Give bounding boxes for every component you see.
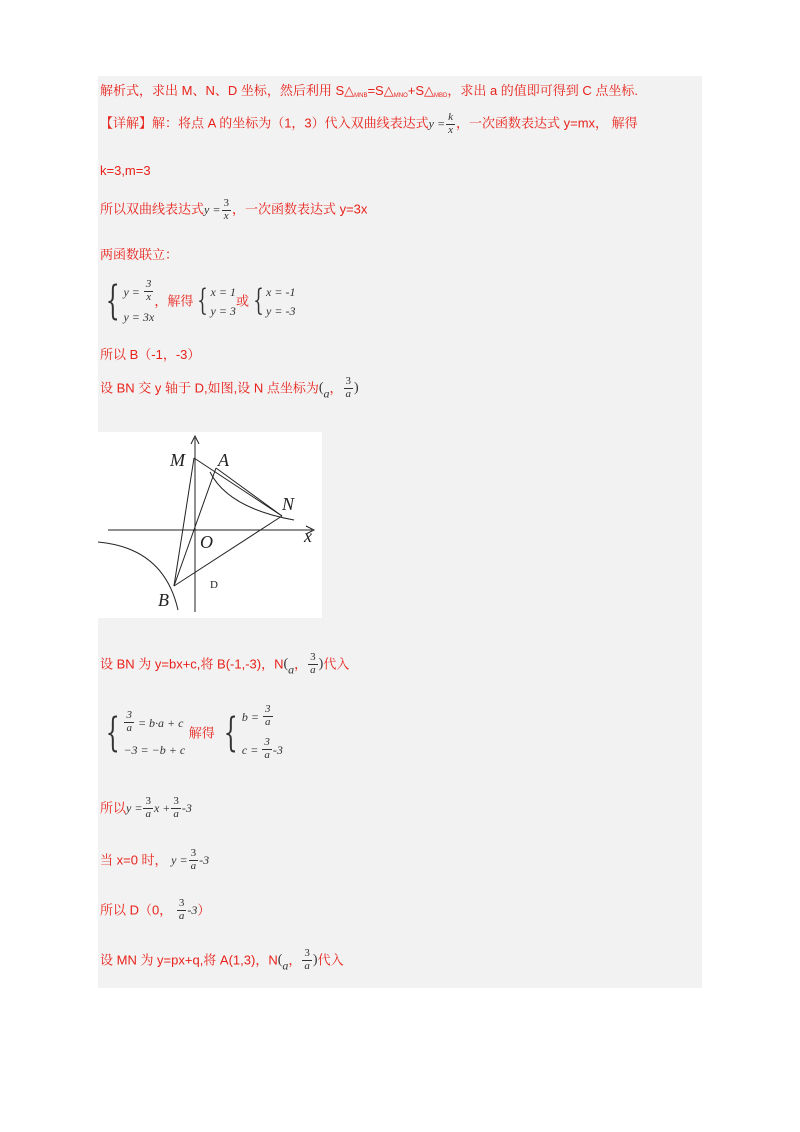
segment-MN: [194, 458, 282, 516]
line-2: [100, 112, 638, 136]
line-4: [100, 198, 367, 222]
line-9: 设 BN 为 y=bx+c,将 B(-1,-3)，N(a， $\frac{3}{a}$ )代入: [100, 651, 350, 677]
line-3: k=3,m=3: [100, 163, 151, 178]
system-bn: { $\frac{3}{a}$ = b·a + c −3 = −b + c: [105, 709, 186, 757]
line-8: 设 BN 交 y 轴于 D,如图,设 N 点坐标为(a， $\frac{3}{a}$ ): [100, 375, 359, 401]
coordinate-figure: [98, 432, 322, 618]
text: ，求出 a 的值即可得到 C 点坐标.: [447, 83, 639, 98]
line-13: 所以 D（0， $\frac{3}{a}$ -3）: [100, 897, 211, 922]
text: 代入: [317, 952, 344, 968]
text: 设 BN 为 y=bx+c,将 B(-1,-3)，N: [100, 656, 284, 672]
text: =S: [367, 83, 384, 98]
text: 所以: [100, 800, 127, 816]
label-B: B: [158, 590, 169, 610]
text: 设 BN 交 y 轴于 D,如图,设 N 点坐标为: [100, 380, 319, 396]
text: 解：将点 A 的坐标为（1，3）代入双曲线表达式: [152, 115, 429, 131]
text: 解析式，求出 M、N、D 坐标，然后利用 S: [100, 83, 345, 98]
label-O: O: [200, 532, 213, 552]
text: ，一次函数表达式 y=3x: [231, 201, 368, 217]
fraction-k-over-x: $\frac{k}{x}$: [448, 111, 453, 136]
line-10: [100, 700, 283, 766]
line-12: 当 x=0 时， y = $\frac{3}{a}$ -3: [100, 847, 210, 872]
text: 当 x=0 时，: [100, 852, 168, 868]
text: 或: [235, 293, 249, 309]
text: ）: [197, 902, 211, 918]
system-left: { y = $\frac{3}{x}$ y = 3x: [105, 278, 155, 324]
line-1: 解析式，求出 M、N、D 坐标，然后利用 $S\triangle_{MNB}=S\triangle_{MNO}+S\triangle_{MBD}$，求出 a 的值即可得到 C 点坐标.: [100, 83, 639, 99]
line-11: 所以y = $\frac{3}{a}$ x + $\frac{3}{a}$ -3: [100, 795, 192, 820]
fraction-3-over-x: $\frac{3}{x}$: [223, 197, 229, 222]
system-solution-2: { x = -1 y = -3: [253, 283, 296, 318]
text: 所以 D（0，: [100, 902, 173, 918]
subscript: MNO: [393, 93, 408, 99]
system-bc-solution: { b = $\frac{3}{a}$ c = $\frac{3}{a}$ -3: [224, 703, 283, 761]
math-text: y =: [204, 202, 221, 217]
subscript: MBD: [434, 93, 448, 99]
text: 设 MN 为 y=px+q,将 A(1,3)，N: [100, 952, 278, 968]
label-A: A: [218, 450, 229, 470]
segment-MB: [174, 458, 194, 586]
label-M: M: [170, 450, 185, 470]
text: ，解得: [154, 293, 194, 309]
system-solution-1: { x = 1 y = 3: [197, 283, 236, 318]
line-14: 设 MN 为 y=px+q,将 A(1,3)，N(a， $\frac{3}{a}$ )代入: [100, 947, 344, 973]
figure-svg: [98, 432, 322, 618]
text: 代入: [323, 656, 350, 672]
label-D: D: [210, 579, 218, 591]
subscript: MNB: [354, 93, 368, 99]
detail-tag: 【详解】: [100, 115, 153, 131]
math-text: y =: [428, 116, 446, 131]
line-5: 两函数联立：: [100, 247, 179, 262]
text: +S: [407, 83, 424, 98]
label-x: x: [304, 526, 312, 546]
text: ，一次函数表达式 y=mx， 解得: [455, 115, 638, 131]
segment-BN: [174, 516, 282, 586]
line-7: 所以 B（-1，-3）: [100, 347, 201, 362]
text: 所以双曲线表达式: [100, 201, 205, 217]
text: 解得: [188, 725, 215, 741]
line-6: [100, 276, 295, 326]
label-N: N: [282, 494, 295, 514]
